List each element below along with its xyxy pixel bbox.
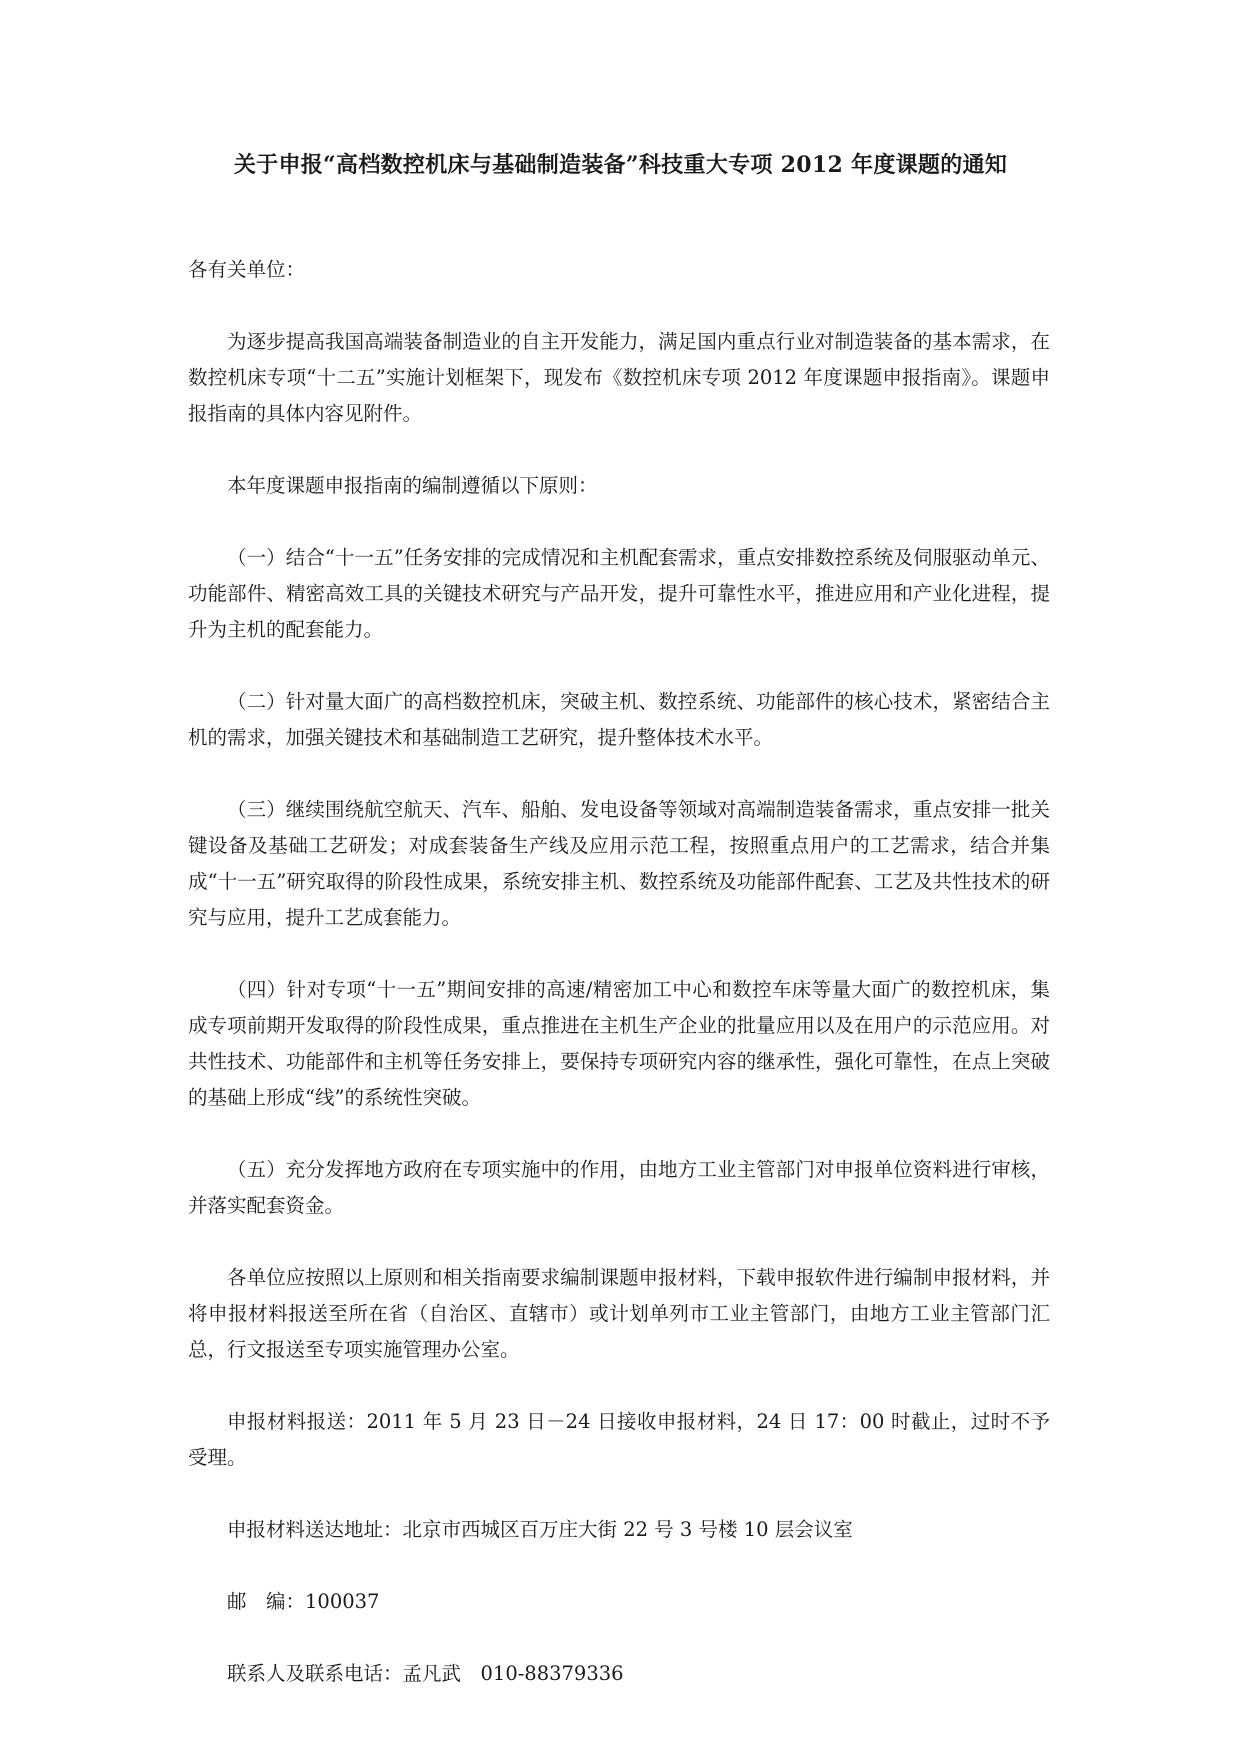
paragraph-submission-deadline: 申报材料报送：2011 年 5 月 23 日－24 日接收申报材料，24 日 17：00 时截止，过时不予受理。 bbox=[188, 1410, 1050, 1469]
document-body bbox=[188, 252, 1050, 1728]
paragraph-submission-instructions: 各单位应按照以上原则和相关指南要求编制课题申报材料，下载申报软件进行编制申报材料，并将申报材料报送至所在省（自治区、直辖市）或计划单列市工业主管部门，由地方工业主管部门汇总，行文报送至专项实施管理办公室。 bbox=[188, 1266, 1050, 1361]
paragraph-intro: 为逐步提高我国高端装备制造业的自主开发能力，满足国内重点行业对制造装备的基本需求，在数控机床专项“十二五”实施计划框架下，现发布《数控机床专项 2012 年度课题申报指南》。课题申报指南的具体内容见附件。 bbox=[188, 330, 1050, 425]
paragraph-principle-5: （五）充分发挥地方政府在专项实施中的作用，由地方工业主管部门对申报单位资料进行审核，并落实配套资金。 bbox=[188, 1158, 1050, 1217]
document-title: 关于申报“高档数控机床与基础制造装备”科技重大专项 2012 年度课题的通知 bbox=[233, 152, 1008, 178]
paragraph-principle-2: （二）针对量大面广的高档数控机床，突破主机、数控系统、功能部件的核心技术，紧密结合主机的需求，加强关键技术和基础制造工艺研究，提升整体技术水平。 bbox=[188, 690, 1050, 749]
paragraph-submission-address: 申报材料送达地址：北京市西城区百万庄大街 22 号 3 号楼 10 层会议室 bbox=[227, 1518, 853, 1541]
paragraph-principle-1: （一）结合“十一五”任务安排的完成情况和主机配套需求，重点安排数控系统及伺服驱动单元、功能部件、精密高效工具的关键技术研究与产品开发，提升可靠性水平，推进应用和产业化进程，提升为主机的配套能力。 bbox=[188, 546, 1050, 641]
paragraph-postal-code: 邮 编：100037 bbox=[227, 1590, 380, 1613]
paragraph-principles-heading: 本年度课题申报指南的编制遵循以下原则： bbox=[227, 474, 598, 497]
paragraph-principle-4: （四）针对专项“十一五”期间安排的高速/精密加工中心和数控车床等量大面广的数控机床，集成专项前期开发取得的阶段性成果，重点推进在主机生产企业的批量应用以及在用户的示范应用。对共性技术、功能部件和主机等任务安排上，要保持专项研究内容的继承性，强化可靠性，在点上突破的基础上形成“线”的系统性突破。 bbox=[188, 978, 1050, 1109]
paragraph-principle-3: （三）继续围绕航空航天、汽车、船舶、发电设备等领域对高端制造装备需求，重点安排一批关键设备及基础工艺研发；对成套装备生产线及应用示范工程，按照重点用户的工艺需求，结合并集成“十一五”研究取得的阶段性成果，系统安排主机、数控系统及功能部件配套、工艺及共性技术的研究与应用，提升工艺成套能力。 bbox=[188, 798, 1050, 929]
paragraph-contact: 联系人及联系电话：孟凡武 010-88379336 bbox=[227, 1662, 624, 1685]
salutation: 各有关单位： bbox=[188, 258, 306, 281]
